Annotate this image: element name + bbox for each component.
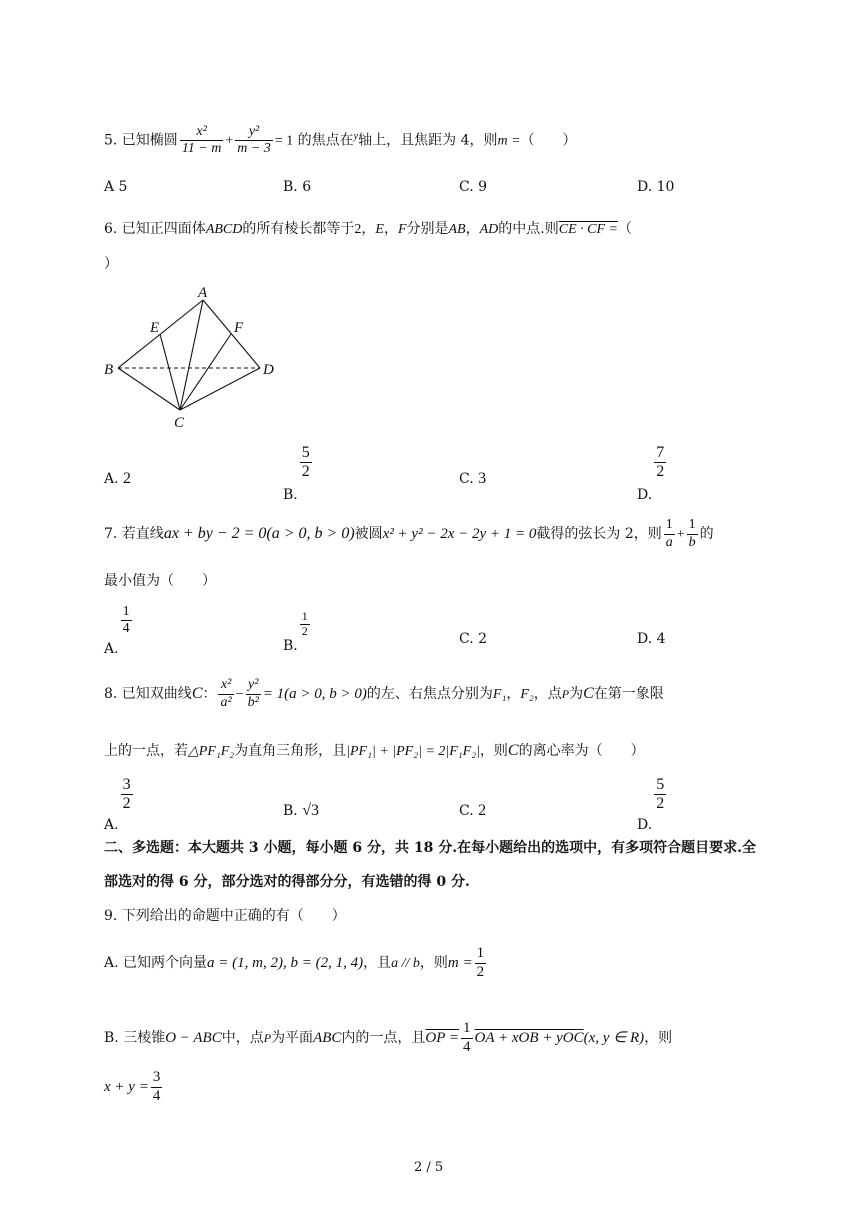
q7-option-d: D. 4	[637, 631, 666, 647]
q6-option-a: A. 2	[104, 470, 132, 487]
q5-prefix: 5. 已知椭圆	[104, 132, 178, 149]
q7-line: 7. 若直线ax + by − 2 = 0(a > 0, b > 0)被圆x² + y² − 2x − 2y + 1 = 0截得的弦长为 2，则 $\frac{1}{a}$ + $\frac{1}{b}$ 的	[104, 517, 714, 550]
label-c: C	[174, 415, 185, 431]
q8-option-c: C. 2	[459, 802, 487, 819]
q5-fraction-2: $\frac{\text{y²}}{m - 3}$	[237, 124, 271, 157]
edge-ad	[203, 300, 260, 368]
q6-paren-close: ）	[104, 256, 118, 272]
q8-line-2: 上的一点，若△PF₁F₂为直角三角形，且|PF₁| + |PF₂| = 2|F₁F₂|，则C的离心率为（ ）	[104, 742, 645, 759]
q6-option-d: D. $\frac{7}{2}$	[637, 444, 665, 503]
q7-option-c: C. 2	[459, 631, 488, 647]
q9-option-b: B. 三棱锥O − ABC中，点P为平面ABC内的一点，且OP = $\frac{1}{4}$ OA + xOB + yOC(x, y ∈ R)，则	[104, 1020, 673, 1055]
q8-option-b: B. √3	[283, 802, 319, 819]
q8-option-d: D. $\frac{5}{2}$	[637, 776, 665, 833]
section-2-heading-line-2: 部选对的得 6 分，部分选对的得部分分，有选错的得 0 分.	[104, 874, 470, 890]
q8-option-a: A. $\frac{3}{2}$	[104, 776, 131, 833]
section-2-heading-line-1: 二、多选题：本大题共 3 小题，每小题 6 分，共 18 分.在每小题给出的选项中，有多项符合题目要求.全	[104, 840, 756, 856]
label-a: A	[198, 285, 208, 301]
q9-stem: 9. 下列给出的命题中正确的有（ ）	[104, 908, 346, 924]
q7-line-2: 最小值为（ ）	[104, 573, 216, 589]
tetrahedron-figure	[100, 282, 290, 432]
q5-option-b: B. 6	[283, 179, 312, 195]
q5-option-d: D. 10	[637, 179, 675, 195]
label-e: E	[150, 320, 160, 336]
label-d: D	[263, 362, 274, 378]
q5-option-a: A 5	[104, 179, 128, 195]
edge-dc	[180, 368, 260, 410]
q7-option-a: A. $\frac{1}{4}$	[104, 604, 130, 657]
q5-fraction-1: $\frac{\text{x²}}{11 - m}$	[181, 124, 222, 157]
q6-line: 6. 已知正四面体ABCD的所有棱长都等于2，E，F分别是AB，AD的中点.则CE · CF =（	[104, 221, 632, 237]
q5-option-c: C. 9	[459, 179, 488, 195]
q6-option-c: C. 3	[459, 470, 487, 487]
q7-option-b: B. $\frac{1}{2}$	[283, 609, 308, 655]
q6-option-b: B. $\frac{5}{2}$	[283, 444, 310, 503]
q8-line: 8. 已知双曲线C： $\frac{\text{x²}}{\text{a²}}$ − $\frac{\text{y²}}{\text{b²}}$ = 1(a > 0, b > 0)的左、右焦点分别为F₁，F₂，点P为C在第一象限	[104, 677, 664, 710]
page-number: 2 / 5	[414, 1160, 444, 1175]
q9-option-a: A. 已知两个向量a = (1, m, 2), b = (2, 1, 4)，且a // b，则m = $\frac{1}{2}$	[104, 945, 485, 980]
label-f: F	[234, 320, 244, 336]
label-b: B	[104, 362, 114, 378]
q9-option-b-line-2: x + y = $\frac{3}{4}$	[104, 1069, 161, 1104]
q5-line: 5. 已知椭圆 $\frac{\text{x²}}{11 - m}$ + $\frac{\text{y²}}{m - 3}$ = 1 的焦点在$^y$轴上，且焦距为 4，则m =（ ）	[104, 124, 577, 157]
